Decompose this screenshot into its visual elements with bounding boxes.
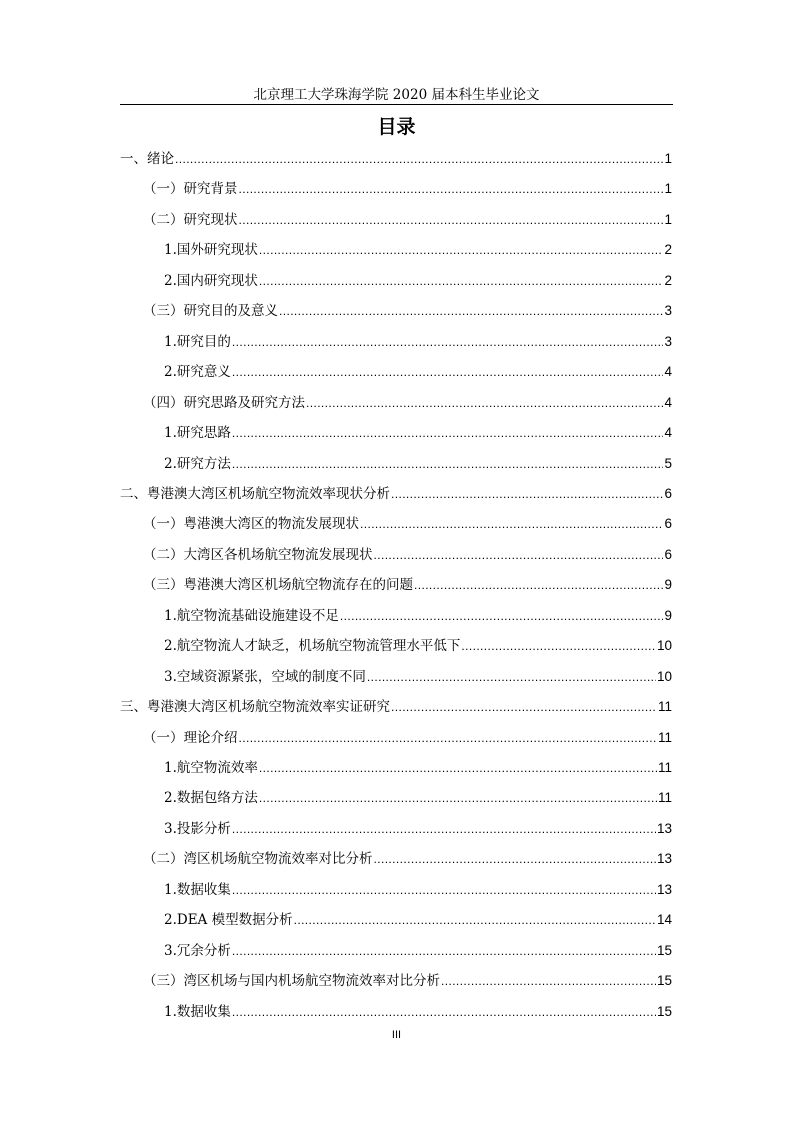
toc-entry[interactable]: [164, 758, 672, 778]
toc-entry-label: （三）研究目的及意义: [143, 303, 278, 320]
toc-entry-label: 2.研究方法: [164, 455, 231, 472]
toc-entry-page: 2: [664, 272, 672, 288]
toc-entry-label: 3.空域资源紧张，空域的制度不同: [164, 668, 366, 685]
toc-entry-label: （一）研究背景: [143, 181, 238, 198]
toc-entry-label: 1.数据收集: [164, 1003, 231, 1020]
toc-entry[interactable]: [164, 271, 672, 291]
toc-entry-label: （三）粤港澳大湾区机场航空物流存在的问题: [143, 577, 413, 594]
toc-entry[interactable]: [164, 1002, 672, 1022]
toc-entry-label: 3.投影分析: [164, 820, 231, 837]
toc-entry-label: 一、绪论: [120, 151, 174, 167]
toc-entry-label: 1.国外研究现状: [164, 242, 258, 259]
toc-dot-leader: [414, 575, 663, 595]
toc-entry[interactable]: [164, 606, 672, 626]
toc-entry-page: 1: [664, 181, 672, 197]
toc-dot-leader: [232, 332, 664, 352]
toc-dot-leader: [232, 941, 656, 961]
toc-dot-leader: [259, 788, 657, 808]
toc-entry[interactable]: [164, 240, 672, 260]
toc-title: 目录: [377, 116, 416, 138]
toc-entry-page: 3: [664, 333, 672, 349]
toc-entry-label: 1.研究目的: [164, 333, 231, 350]
toc-entry[interactable]: [143, 849, 672, 869]
toc-entry-label: （二）研究现状: [143, 211, 238, 228]
toc-dot-leader: [360, 514, 663, 534]
toc-entry-label: 1.数据收集: [164, 881, 231, 898]
toc-entry-label: 2.DEA 模型数据分析: [164, 912, 293, 929]
toc-entry-page: 15: [656, 942, 672, 958]
toc-dot-leader: [232, 880, 656, 900]
toc-entry-page: 9: [664, 607, 672, 623]
toc-dot-leader: [306, 393, 663, 413]
toc-entry-page: 2: [664, 242, 672, 258]
toc-dot-leader: [239, 179, 664, 199]
toc-entry[interactable]: [164, 880, 672, 900]
toc-dot-leader: [232, 454, 664, 474]
toc-entry-label: 三、粤港澳大湾区机场航空物流效率实证研究: [120, 699, 390, 716]
page-number: III: [391, 1029, 402, 1041]
toc-entry[interactable]: [143, 971, 672, 991]
toc-dot-leader: [367, 667, 656, 687]
toc-entry-page: 11: [657, 790, 672, 806]
header-divider: [120, 104, 673, 105]
toc-dot-leader: [391, 484, 663, 504]
toc-entry-label: 1.研究思路: [164, 425, 231, 442]
toc-entry[interactable]: [164, 788, 672, 808]
toc-entry-page: 6: [664, 546, 672, 562]
toc-entry-page: 13: [656, 881, 672, 897]
toc-entry-page: 1: [664, 211, 672, 227]
toc-entry-page: 13: [656, 851, 672, 867]
toc-entry[interactable]: [143, 514, 672, 534]
toc-entry-label: （三）湾区机场与国内机场航空物流效率对比分析: [143, 973, 440, 990]
toc-entry[interactable]: [164, 454, 672, 474]
toc-entry-label: 1.航空物流效率: [164, 760, 258, 776]
toc-entry-label: 1.航空物流基础设施建设不足: [164, 607, 339, 624]
toc-dot-leader: [259, 758, 657, 778]
toc-entry-page: 13: [656, 820, 672, 836]
toc-entry-label: 3.冗余分析: [164, 942, 231, 959]
toc-entry[interactable]: [164, 910, 672, 930]
toc-entry-label: （一）理论介绍: [143, 729, 238, 746]
toc-entry[interactable]: [164, 423, 672, 443]
toc-entry-page: 1: [664, 151, 672, 166]
toc-dot-leader: [279, 301, 663, 321]
toc-entry-page: 4: [664, 364, 672, 380]
toc-entry[interactable]: [143, 210, 672, 230]
toc-dot-leader: [239, 210, 664, 230]
toc-dot-leader: [374, 849, 656, 869]
toc-entry-page: 11: [657, 760, 672, 775]
toc-entry[interactable]: [164, 667, 672, 687]
toc-dot-leader: [340, 606, 664, 626]
toc-dot-leader: [461, 636, 656, 656]
toc-entry-label: （二）大湾区各机场航空物流发展现状: [143, 546, 373, 563]
toc-entry-label: 2.国内研究现状: [164, 272, 258, 289]
toc-entry-page: 10: [656, 668, 672, 684]
toc-entry[interactable]: [164, 362, 672, 382]
toc-entry-label: （一）粤港澳大湾区的物流发展现状: [143, 516, 359, 533]
toc-entry[interactable]: [164, 819, 672, 839]
toc-dot-leader: [232, 819, 656, 839]
toc-entry-page: 6: [664, 516, 672, 532]
toc-entry-label: 二、粤港澳大湾区机场航空物流效率现状分析: [120, 485, 390, 502]
toc-entry[interactable]: [143, 179, 672, 199]
toc-dot-leader: [232, 362, 664, 382]
toc-entry[interactable]: [164, 332, 672, 352]
page-header: 北京理工大学珠海学院 2020 届本科生毕业论文: [253, 87, 540, 103]
toc-dot-leader: [175, 149, 663, 169]
toc-entry-label: （四）研究思路及研究方法: [143, 394, 305, 411]
toc-entry[interactable]: [143, 545, 672, 565]
toc-entry-page: 14: [656, 912, 672, 928]
toc-entry-page: 4: [664, 425, 672, 441]
toc-entry[interactable]: [164, 636, 672, 656]
toc-dot-leader: [232, 423, 664, 443]
toc-dot-leader: [374, 545, 664, 565]
toc-dot-leader: [259, 240, 664, 260]
toc-dot-leader: [239, 728, 657, 748]
toc-dot-leader: [391, 697, 657, 717]
toc-entry[interactable]: [143, 393, 672, 413]
toc-entry-page: 11: [657, 699, 672, 715]
toc-dot-leader: [232, 1002, 656, 1022]
toc-entry-page: 15: [656, 973, 672, 989]
toc-dot-leader: [259, 271, 664, 291]
toc-entry-page: 4: [664, 394, 672, 410]
toc-entry-page: 6: [664, 485, 672, 501]
toc-entry-page: 9: [664, 577, 672, 593]
toc-entry-page: 10: [656, 638, 672, 654]
toc-entry[interactable]: [120, 697, 672, 717]
toc-entry[interactable]: [120, 149, 672, 169]
toc-entry-page: 5: [664, 455, 672, 471]
toc-entry-page: 3: [664, 303, 672, 319]
toc-entry[interactable]: [143, 301, 672, 321]
toc-dot-leader: [294, 910, 656, 930]
toc-entry-label: 2.航空物流人才缺乏，机场航空物流管理水平低下: [164, 638, 461, 655]
toc-entry[interactable]: [143, 728, 672, 748]
toc-entry[interactable]: [164, 941, 672, 961]
toc-entry-page: 15: [656, 1003, 672, 1019]
toc-entry-label: 2.数据包络方法: [164, 790, 258, 807]
toc-entry[interactable]: [120, 484, 672, 504]
toc-entry[interactable]: [143, 575, 672, 595]
toc-entry-label: （二）湾区机场航空物流效率对比分析: [143, 851, 373, 868]
toc-dot-leader: [441, 971, 656, 991]
toc-entry-page: 11: [657, 729, 672, 745]
toc-entry-label: 2.研究意义: [164, 364, 231, 381]
